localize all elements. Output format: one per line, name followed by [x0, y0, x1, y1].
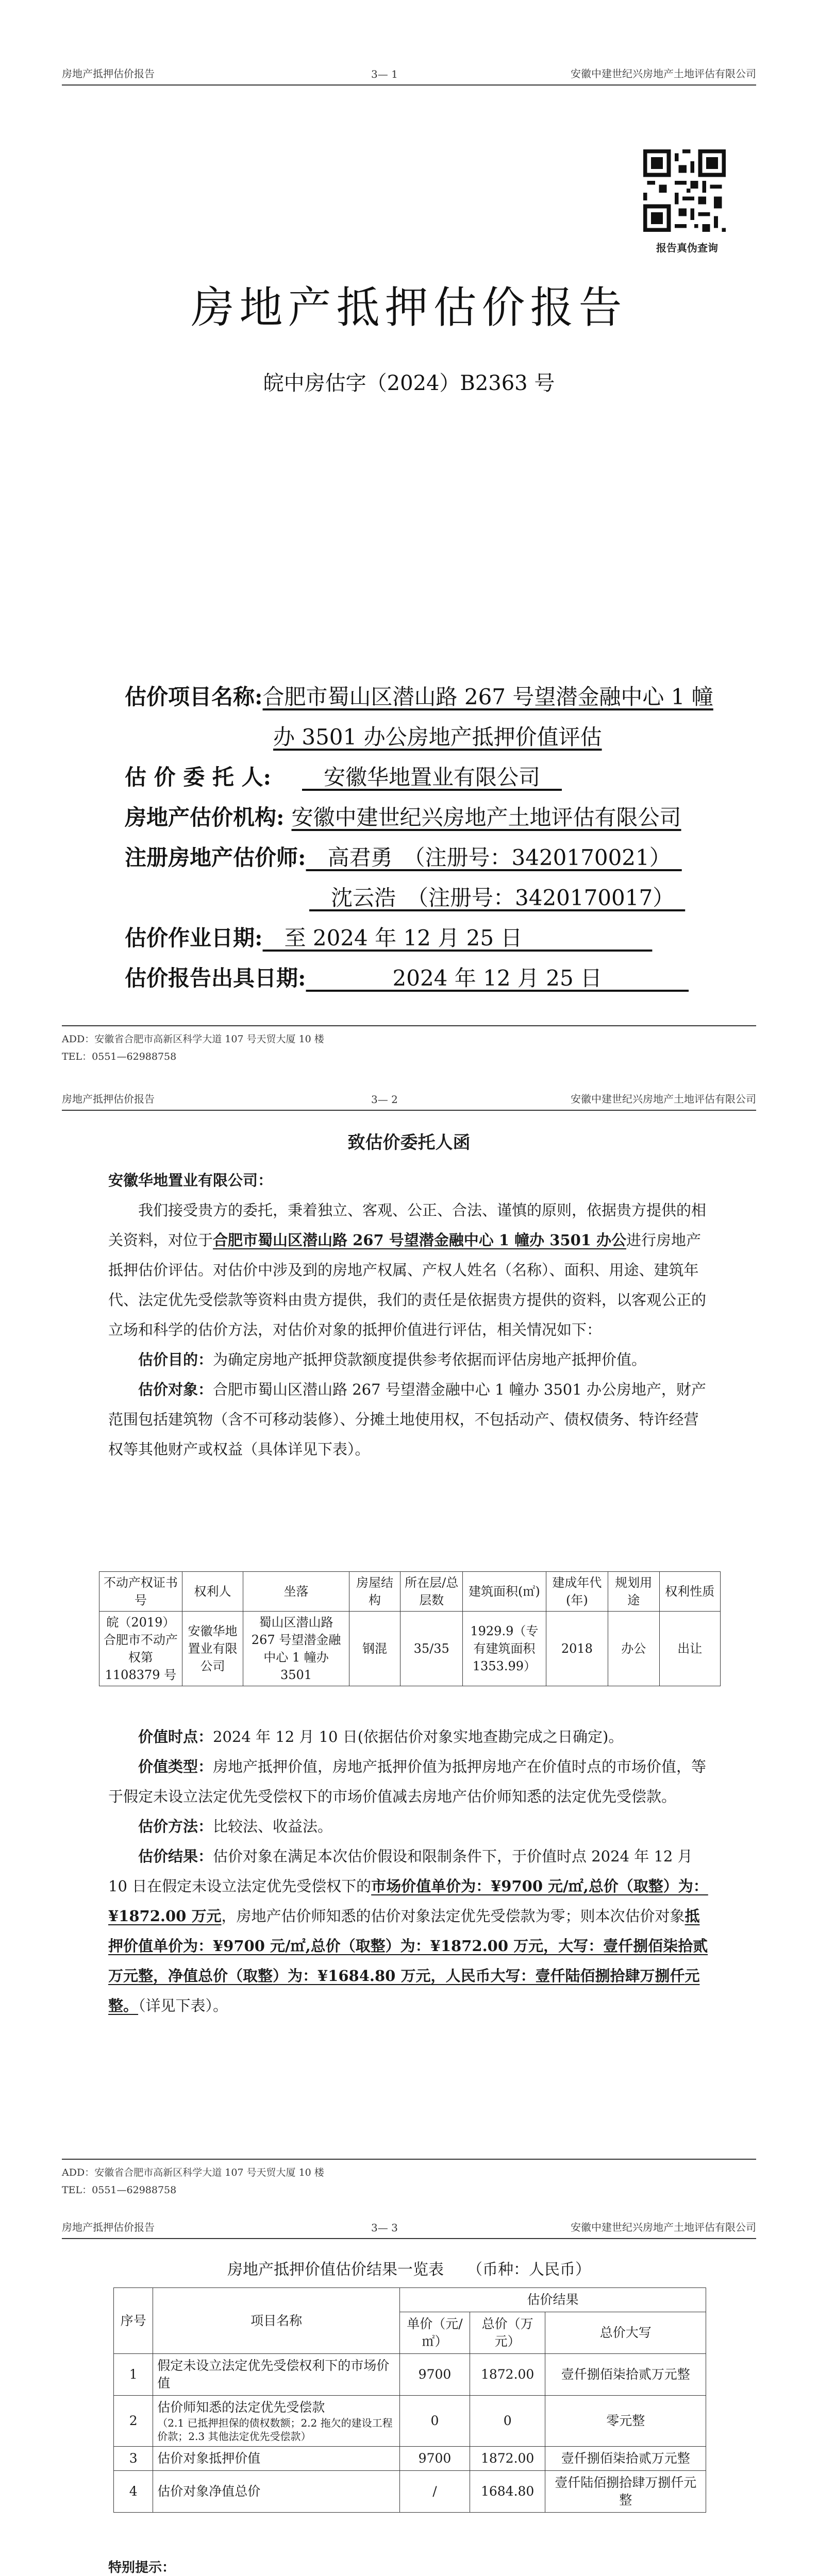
- notes-title: 特别提示：: [108, 2560, 176, 2575]
- project-name-value-2: 办 3501 办公房地产抵押价值评估: [273, 724, 602, 750]
- th-location: 坐落: [243, 1572, 349, 1612]
- header-right: 安徽中建世纪兴房地产土地评估有限公司: [571, 2221, 756, 2233]
- cell-item: 估价对象抵押价值: [153, 2447, 400, 2471]
- footer-address: ADD：安徽省合肥市高新区科学大道 107 号天贸大厦 10 楼: [62, 1033, 324, 1045]
- cell-right: 出让: [659, 1612, 720, 1686]
- work-date-row: [125, 921, 652, 952]
- running-header: [62, 2215, 756, 2239]
- cell-total: 0: [470, 2396, 545, 2447]
- special-notes: [108, 2555, 711, 2576]
- cell-no: 2: [114, 2396, 153, 2447]
- object-paragraph: 估价对象：合肥市蜀山区潜山路 267 号望潜金融中心 1 幢办 3501 办公房地产，财产范围包括建筑物（含不可移动装修）、分摊土地使用权，不包括动产、债权债务、特许经营权等其他财产或权益（具体详见下表）。: [108, 1381, 706, 1458]
- cell-item: [153, 2396, 400, 2447]
- project-name-row: [125, 680, 713, 711]
- summary-table: [113, 2287, 706, 2513]
- appraiser-row-2: [309, 881, 685, 912]
- header-right: 安徽中建世纪兴房地产土地评估有限公司: [571, 67, 756, 80]
- cell-item: 估价对象净值总价: [153, 2471, 400, 2513]
- client-row: [125, 760, 562, 791]
- page-3-summary: [0, 2215, 818, 2576]
- th-owner: 权利人: [182, 1572, 243, 1612]
- issue-date-label: 估价报告出具日期:: [125, 965, 306, 991]
- th-right: 权利性质: [659, 1572, 720, 1612]
- cell-unit: 9700: [400, 2354, 470, 2396]
- report-title: 房地产抵押估价报告: [191, 282, 627, 333]
- th-structure: 房屋结构: [349, 1572, 400, 1612]
- header-page-no: 3— 2: [371, 1093, 398, 1106]
- cell-upper: 壹仟捌佰柒拾贰万元整: [545, 2447, 706, 2471]
- cell-item-main: 估价师知悉的法定优先受偿款: [157, 2400, 325, 2415]
- cell-year: 2018: [546, 1612, 608, 1686]
- client-label: 估 价 委 托 人:: [125, 765, 271, 790]
- header-page-no: 3— 3: [371, 2222, 398, 2234]
- cell-total: 1684.80: [470, 2471, 545, 2513]
- summary-caption: 房地产抵押价值估价结果一览表: [227, 2261, 444, 2279]
- property-table: [99, 1571, 721, 1686]
- cell-upper: 零元整: [545, 2396, 706, 2447]
- work-date-label: 估价作业日期:: [125, 925, 263, 951]
- appraiser-row: [125, 841, 682, 872]
- cell-unit: /: [400, 2471, 470, 2513]
- header-left: 房地产抵押估价报告: [62, 1093, 155, 1105]
- letter-addressee: 安徽华地置业有限公司：: [108, 1172, 273, 1189]
- client-value: 安徽华地置业有限公司: [302, 765, 562, 790]
- project-name-label: 估价项目名称:: [125, 684, 263, 709]
- th-item: 项目名称: [153, 2288, 400, 2354]
- project-name-value: 合肥市蜀山区潜山路 267 号望潜金融中心 1 幢: [262, 684, 713, 709]
- cell-owner: 安徽华地置业有限公司: [182, 1612, 243, 1686]
- footer-address: ADD：安徽省合肥市高新区科学大道 107 号天贸大厦 10 楼: [62, 2167, 324, 2178]
- cell-location: 蜀山区潜山路 267 号望潜金融中心 1 幢办 3501: [243, 1612, 349, 1686]
- method-paragraph: 估价方法：比较法、收益法。: [138, 1818, 333, 1835]
- cell-total: 1872.00: [470, 2447, 545, 2471]
- agency-row: [125, 801, 681, 832]
- th-area: 建筑面积(㎡): [463, 1572, 546, 1612]
- header-left: 房地产抵押估价报告: [62, 67, 155, 80]
- qr-caption: 报告真伪查询: [656, 242, 718, 254]
- page-footer: [62, 2159, 756, 2199]
- table-row: [114, 2471, 706, 2513]
- footer-tel: TEL：0551—62988758: [62, 2184, 177, 2196]
- page-1-cover: [0, 0, 818, 1072]
- appraiser-label: 注册房地产估价师:: [125, 845, 306, 870]
- th-year: 建成年代(年): [546, 1572, 608, 1612]
- running-header: [62, 62, 756, 86]
- cell-upper: 壹仟捌佰柒拾贰万元整: [545, 2354, 706, 2396]
- work-date-value: 至 2024 年 12 月 25 日: [262, 925, 653, 951]
- cell-unit: 0: [400, 2396, 470, 2447]
- result-paragraph: 估价结果：估价对象在满足本次估价假设和限制条件下，于价值时点 2024 年 12 月 10 日在假定未设立法定优先受偿权下的市场价值单价为：¥9700 元/㎡,总价（取整）为：¥1872.00 万元，房地产估价师知悉的估价对象法定优先受偿款为零；则本次估价对象抵押价值单价为：¥9700 元/㎡,总价（取整）为：¥1872.00 万元，大写：壹仟捌佰柒拾贰万元整，净值总价（取整）为：¥1684.80 万元，人民币大写：壹仟陆佰捌拾肆万捌仟元整。（详见下表）。: [108, 1848, 708, 2014]
- project-name-row-2: [273, 720, 602, 751]
- letter-body-2: [108, 1722, 711, 2021]
- cell-floor: 35/35: [400, 1612, 463, 1686]
- th-use: 规划用途: [608, 1572, 659, 1612]
- appraiser-value-2: 沈云浩 （注册号：3420170017）: [309, 885, 686, 910]
- summary-currency: （币种：人民币）: [475, 2261, 591, 2279]
- summary-caption-row: [0, 2257, 818, 2279]
- report-number: 皖中房估字（2024）B2363 号: [263, 371, 555, 395]
- th-cert: 不动产权证书号: [99, 1572, 182, 1612]
- qr-code-image: [643, 149, 726, 232]
- date-paragraph: 价值时点：2024 年 12 月 10 日(依据估价对象实地查勘完成之日确定)。: [138, 1728, 624, 1745]
- header-left: 房地产抵押估价报告: [62, 2221, 155, 2233]
- table-row: [114, 2447, 706, 2471]
- cell-use: 办公: [608, 1612, 659, 1686]
- cell-item: 假定未设立法定优先受偿权利下的市场价值: [153, 2354, 400, 2396]
- cell-no: 1: [114, 2354, 153, 2396]
- page-footer: [62, 1025, 756, 1065]
- letter-title: 致估价委托人函: [347, 1132, 471, 1153]
- th-floor: 所在层/总层数: [400, 1572, 463, 1612]
- cell-cert: 皖（2019）合肥市不动产权第 1108379 号: [99, 1612, 182, 1686]
- header-right: 安徽中建世纪兴房地产土地评估有限公司: [571, 1093, 756, 1105]
- footer-tel: TEL：0551—62988758: [62, 1051, 177, 1062]
- cell-item-sub: （2.1 已抵押担保的债权数额；2.2 拖欠的建设工程价款；2.3 其他法定优先受偿款）: [157, 2417, 393, 2443]
- table-row: [99, 1612, 721, 1686]
- agency-value: 安徽中建世纪兴房地产土地评估有限公司: [291, 805, 681, 830]
- table-row: [114, 2354, 706, 2396]
- cell-unit: 9700: [400, 2447, 470, 2471]
- page-2-letter: [0, 1077, 818, 2210]
- th-total: 总价（万元）: [470, 2312, 545, 2354]
- running-header: [62, 1087, 756, 1111]
- cell-area: 1929.9（专有建筑面积 1353.99）: [463, 1612, 546, 1686]
- letter-intro: 我们接受贵方的委托，秉着独立、客观、公正、合法、谨慎的原则，依据贵方提供的相关资料，对位于合肥市蜀山区潜山路 267 号望潜金融中心 1 幢办 3501 办公进行房地产抵押估价评估。对估价中涉及到的房地产权属、产权人姓名（名称）、面积、用途、建筑年代、法定优先受偿款等资料由贵方提供，我们的责任是依据贵方提供的资料，以客观公正的立场和科学的估价方法，对估价对象的抵押价值进行评估，相关情况如下：: [108, 1201, 707, 1338]
- th-upper: 总价大写: [545, 2312, 706, 2354]
- summary-header-row: [114, 2288, 706, 2312]
- issue-date-row: [125, 961, 689, 992]
- appraiser-value-1: 高君勇 （注册号：3420170021）: [306, 845, 682, 870]
- header-page-no: 3— 1: [371, 68, 398, 80]
- cell-structure: 钢混: [349, 1612, 400, 1686]
- purpose-paragraph: 估价目的：为确定房地产抵押贷款额度提供参考依据而评估房地产抵押价值。: [138, 1351, 647, 1368]
- table-header-row: [99, 1572, 721, 1612]
- cell-upper: 壹仟陆佰捌拾肆万捌仟元整: [545, 2471, 706, 2513]
- table-row: [114, 2396, 706, 2447]
- letter-body: [108, 1165, 711, 1464]
- cell-no: 3: [114, 2447, 153, 2471]
- cell-total: 1872.00: [470, 2354, 545, 2396]
- type-paragraph: 价值类型：房地产抵押价值，房地产抵押价值为抵押房地产在价值时点的市场价值，等于假定未设立法定优先受偿权下的市场价值减去房地产估价师知悉的法定优先受偿款。: [108, 1758, 707, 1805]
- th-no: 序号: [114, 2288, 153, 2354]
- issue-date-value: 2024 年 12 月 25 日: [306, 965, 689, 991]
- th-unit: 单价（元/㎡）: [400, 2312, 470, 2354]
- cell-no: 4: [114, 2471, 153, 2513]
- agency-label: 房地产估价机构:: [125, 805, 285, 830]
- th-result: 估价结果: [400, 2288, 706, 2312]
